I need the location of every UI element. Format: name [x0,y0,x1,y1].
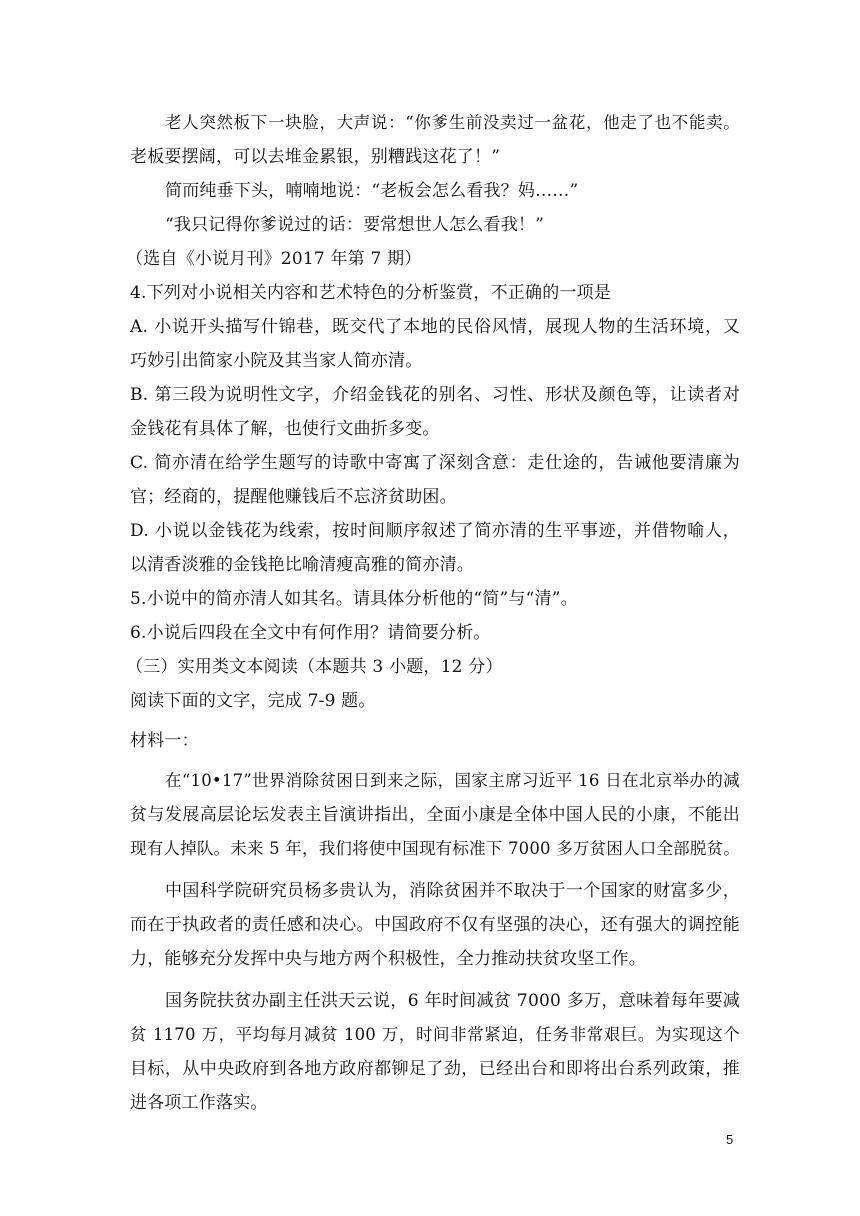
section-3-heading: （三）实用类文本阅读（本题共 3 小题，12 分） [126,657,503,677]
question-4-option-d-line-2: 以清香淡雅的金钱艳比喻清瘦高雅的简亦清。 [130,555,474,575]
material-1-paragraph-3-line-2: 贫 1170 万，平均每月减贫 100 万，时间非常紧迫，任务非常艰巨。为实现这个 [130,1025,740,1044]
material-1-paragraph-2-line-1: 中国科学院研究员杨多贵认为，消除贫困并不取决于一个国家的财富多少， [165,881,740,901]
question-4-option-b-line-2: 金钱花有具体了解，也使行文曲折多变。 [130,419,440,439]
question-5: 5.小说中的简亦清人如其名。请具体分析他的“简”与“清”。 [130,589,578,609]
material-1-paragraph-3-line-4: 进各项工作落实。 [130,1093,268,1113]
section-3-instruction: 阅读下面的文字，完成 7-9 题。 [130,691,376,711]
material-1-paragraph-2-line-3: 力，能够充分发挥中央与地方两个积极性，全力推动扶贫攻坚工作。 [130,949,646,969]
question-4-option-a-line-2: 巧妙引出简家小院及其当家人简亦清。 [130,351,423,371]
question-4-option-b-line-1: B. 第三段为说明性文字，介绍金钱花的别名、习性、形状及颜色等，让读者对 [130,385,740,405]
material-1-paragraph-2-line-2: 而在于执政者的责任感和决心。中国政府不仅有坚强的决心，还有强大的调控能 [130,915,740,935]
story-paragraph-1-line-1: 老人突然板下一块脸，大声说：“你爹生前没卖过一盆花，他走了也不能卖。 [165,113,740,132]
material-1-paragraph-1-line-3: 现有人掉队。未来 5 年，我们将使中国现有标准下 7000 多万贫困人口全部脱贫。 [130,839,740,858]
question-4-stem: 4.下列对小说相关内容和艺术特色的分析鉴赏，不正确的一项是 [130,283,612,303]
question-4-option-d-line-1: D. 小说以金钱花为线索，按时间顺序叙述了简亦清的生平事迹，并借物喻人， [130,521,740,541]
material-1-paragraph-3-line-3: 目标，从中央政府到各地方政府都铆足了劲，已经出台和即将出台系列政策，推 [130,1059,740,1079]
question-4-option-a-line-1: A. 小说开头描写什锦巷，既交代了本地的民俗风情，展现人物的生活环境，又 [130,317,740,337]
story-paragraph-3: “我只记得你爹说过的话：要常想世人怎么看我！” [165,215,544,235]
story-paragraph-2: 简而纯垂下头，喃喃地说：“老板会怎么看我？妈……” [165,181,579,201]
story-paragraph-1-line-2: 老板要摆阔，可以去堆金累银，别糟践这花了！” [130,147,501,167]
story-source: （选自《小说月刊》2017 年第 7 期） [126,249,422,269]
material-1-paragraph-1-line-2: 贫与发展高层论坛发表主旨演讲指出，全面小康是全体中国人民的小康，不能出 [130,805,740,825]
question-4-option-c-line-1: C. 简亦清在给学生题写的诗歌中寄寓了深刻含意：走仕途的，告诫他要清廉为 [130,453,740,473]
question-6: 6.小说后四段在全文中有何作用？请简要分析。 [130,623,491,643]
material-1-paragraph-3-line-1: 国务院扶贫办副主任洪天云说，6 年时间减贫 7000 多万，意味着每年要减 [165,991,740,1011]
page-number: 5 [726,1132,734,1147]
question-4-option-c-line-2: 官；经商的，提醒他赚钱后不忘济贫助困。 [130,487,457,507]
material-1-paragraph-1-line-1: 在“10•17”世界消除贫困日到来之际，国家主席习近平 16 日在北京举办的减 [165,771,740,790]
material-1-label: 材料一： [130,731,199,751]
